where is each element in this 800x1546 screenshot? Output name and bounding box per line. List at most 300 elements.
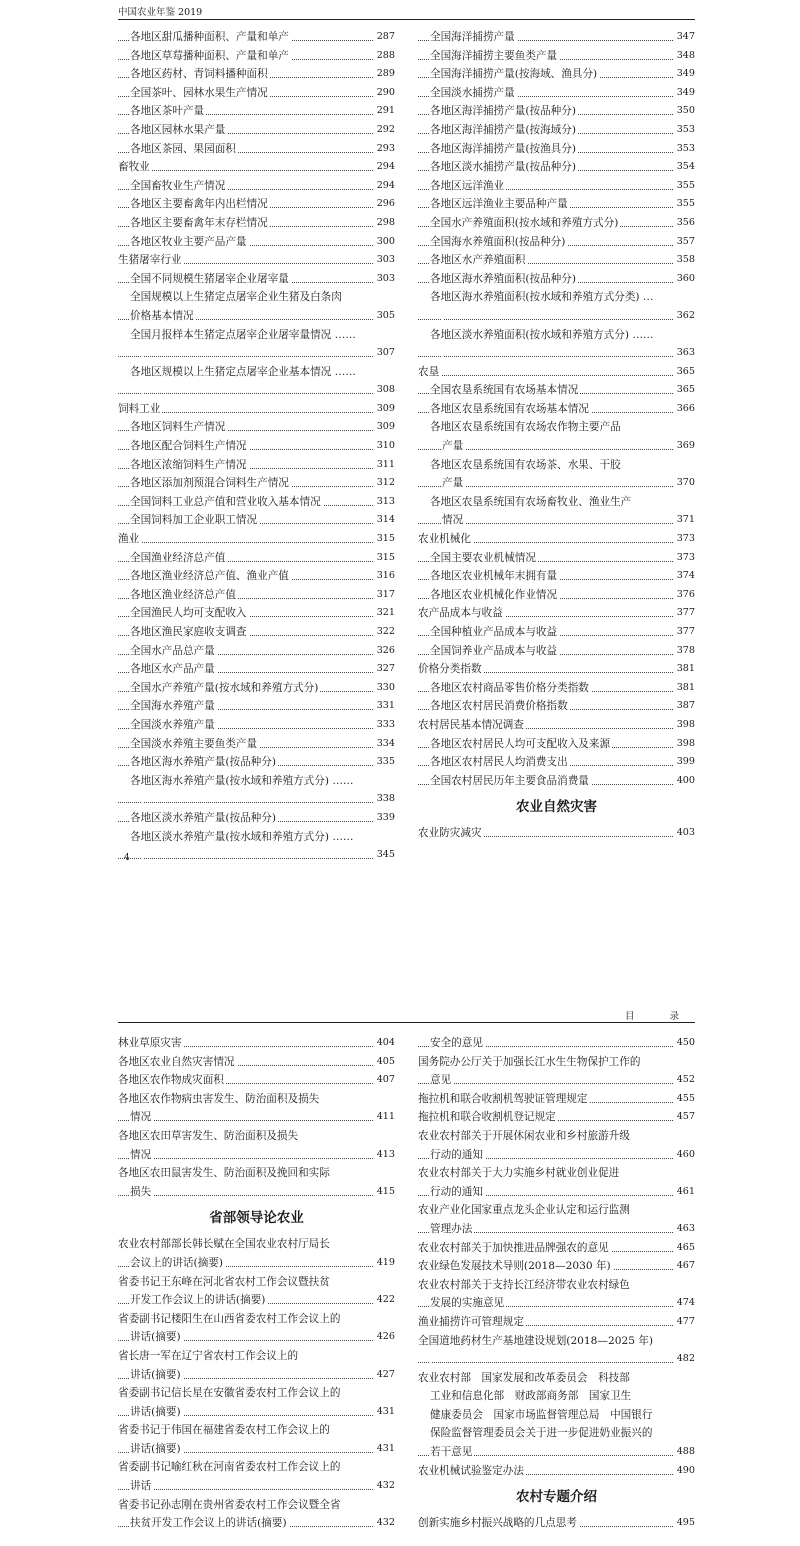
toc-entry[interactable]: [118, 1310, 395, 1329]
toc-entry-title: 讲话(摘要): [130, 1331, 181, 1344]
toc-column-left: [118, 28, 395, 865]
toc-entry-title: 行动的通知: [430, 1185, 483, 1198]
toc-entry-title: 各地区药材、青饲料播种面积: [130, 68, 268, 81]
toc-entry-page: 298: [374, 214, 395, 233]
toc-entry-page: 365: [674, 363, 695, 382]
toc-entry[interactable]: [118, 530, 395, 549]
toc-entry[interactable]: [418, 437, 695, 456]
toc-entry-title: 各地区农村居民消费价格指数: [430, 700, 568, 713]
toc-entry-page: 376: [674, 586, 695, 605]
toc-entry-title: 产量: [442, 440, 464, 453]
toc-entry-title: 省委书记于伟国在福建省委农村工作会议上的: [118, 1424, 330, 1437]
toc-entry[interactable]: [118, 623, 395, 642]
toc-entry[interactable]: [118, 177, 395, 196]
toc-entry-title: 产量: [442, 477, 464, 490]
toc-entry[interactable]: [418, 418, 695, 437]
toc-entry[interactable]: [118, 493, 395, 512]
toc-entry[interactable]: [418, 679, 695, 698]
toc-entry-title: 省委书记孙志刚在贵州省委农村工作会议暨全省: [118, 1498, 341, 1511]
toc-entry-page: 303: [374, 270, 395, 289]
toc-entry-page: 363: [674, 344, 695, 363]
toc-entry[interactable]: [118, 1328, 395, 1347]
toc-entry[interactable]: [118, 251, 395, 270]
toc-entry-page: 413: [374, 1146, 395, 1165]
toc-entry[interactable]: [418, 1350, 695, 1369]
toc-entry[interactable]: [118, 102, 395, 121]
toc-entry-title: [142, 384, 144, 396]
toc-entry-page: 407: [374, 1071, 395, 1090]
toc-entry-page: 357: [674, 233, 695, 252]
toc-entry[interactable]: [418, 1127, 695, 1146]
toc-entry[interactable]: [418, 1201, 695, 1220]
toc-entry[interactable]: [118, 233, 395, 252]
toc-entry[interactable]: [118, 140, 395, 159]
toc-entry[interactable]: [418, 1053, 695, 1072]
toc-entry-title: 全国海洋捕捞主要鱼类产量: [430, 49, 558, 62]
toc-entry[interactable]: [118, 1403, 395, 1422]
toc-entry-title: 农业农村部关于开展休闲农业和乡村旅游升级: [418, 1129, 630, 1142]
toc-entry-page: 353: [674, 140, 695, 159]
toc-entry[interactable]: [118, 1254, 395, 1273]
toc-entry[interactable]: [118, 716, 395, 735]
toc-entry[interactable]: [418, 1443, 695, 1462]
toc-entry-page: 467: [674, 1257, 695, 1276]
toc-entry[interactable]: [418, 474, 695, 493]
toc-entry-page: 398: [674, 735, 695, 754]
toc-entry[interactable]: [418, 102, 695, 121]
toc-entry[interactable]: [118, 1164, 395, 1183]
toc-entry-title: 全国主要农业机械情况: [430, 551, 536, 564]
dot-leader: [418, 363, 695, 376]
toc-entry-title: 各地区草莓播种面积、产量和单产: [130, 49, 289, 62]
toc-entry-title: 农业机械试验鉴定办法: [418, 1464, 524, 1477]
toc-entry[interactable]: [118, 511, 395, 530]
toc-entry[interactable]: [418, 1220, 695, 1239]
toc-entry[interactable]: [418, 121, 695, 140]
toc-entry[interactable]: [418, 697, 695, 716]
toc-entry-title: 饲料工业: [118, 402, 161, 415]
toc-entry-page: 339: [374, 809, 395, 828]
toc-entry[interactable]: [418, 1090, 695, 1109]
toc-entry-page: 422: [374, 1291, 395, 1310]
toc-entry-title: 各地区农垦系统国有农场畜牧业、渔业生产: [430, 495, 632, 508]
toc-entry[interactable]: [418, 1424, 695, 1443]
toc-entry-page: 349: [674, 84, 695, 103]
toc-entry-page: 305: [374, 307, 395, 326]
toc-entry-title: 全国水产养殖产量(按水域和养殖方式分): [130, 681, 319, 694]
toc-entry[interactable]: [418, 1146, 695, 1165]
toc-entry[interactable]: [118, 1291, 395, 1310]
toc-entry-page: 326: [374, 642, 395, 661]
toc-entry-title: 各地区海水养殖面积(按水域和养殖方式分类) …: [430, 291, 654, 304]
toc-entry-page: 309: [374, 418, 395, 437]
toc-entry[interactable]: [118, 1366, 395, 1385]
toc-entry[interactable]: [418, 1406, 695, 1425]
toc-entry[interactable]: [118, 437, 395, 456]
toc-entry-title: 各地区农业自然灾害情况: [118, 1055, 235, 1068]
toc-entry[interactable]: [418, 381, 695, 400]
dot-leader: [418, 344, 695, 357]
toc-entry[interactable]: [118, 735, 395, 754]
toc-entry[interactable]: [118, 456, 395, 475]
toc-entry[interactable]: [418, 1071, 695, 1090]
toc-entry[interactable]: [118, 47, 395, 66]
toc-entry-title: [442, 347, 444, 359]
toc-entry-title: 各地区农村居民人均消费支出: [430, 756, 568, 769]
toc-entry-title: 畜牧业: [118, 161, 150, 174]
toc-entry[interactable]: [118, 1384, 395, 1403]
toc-entry[interactable]: [118, 1440, 395, 1459]
toc-entry[interactable]: [418, 604, 695, 623]
toc-entry-page: 495: [674, 1514, 695, 1533]
toc-entry[interactable]: [418, 642, 695, 661]
toc-entry-title: 各地区牧业主要产品产量: [130, 235, 247, 248]
toc-entry[interactable]: [418, 1369, 695, 1388]
toc-entry[interactable]: [418, 1332, 695, 1351]
toc-entry-title: 各地区添加剂预混合饲料生产情况: [130, 477, 289, 490]
toc-entry-page: 296: [374, 195, 395, 214]
toc-entry[interactable]: [418, 84, 695, 103]
toc-entry-page: 287: [374, 28, 395, 47]
toc-entry[interactable]: [418, 177, 695, 196]
toc-entry-page: 377: [674, 623, 695, 642]
dot-leader: [118, 381, 395, 394]
toc-entry-page: 338: [374, 790, 395, 809]
toc-entry-page: 327: [374, 660, 395, 679]
toc-entry[interactable]: [418, 530, 695, 549]
dot-leader: [418, 1071, 695, 1087]
toc-entry[interactable]: [118, 604, 395, 623]
toc-entry-page: 333: [374, 716, 395, 735]
toc-entry-page: 431: [374, 1403, 395, 1422]
toc-entry-title: 全国农垦系统国有农场基本情况: [430, 384, 579, 397]
toc-entry-page: 311: [374, 456, 395, 475]
toc-entry[interactable]: [418, 1164, 695, 1183]
toc-entry-title: 管理办法: [430, 1222, 473, 1235]
toc-entry-page: 411: [374, 1108, 395, 1127]
toc-entry[interactable]: [418, 47, 695, 66]
toc-entry-page: 452: [674, 1071, 695, 1090]
toc-entry-title: 各地区配合饲料生产情况: [130, 440, 247, 453]
toc-page-right: [0, 1000, 800, 1546]
toc-entry[interactable]: [418, 140, 695, 159]
toc-entry[interactable]: [418, 1257, 695, 1276]
toc-entry-title: 农业农村部 国家发展和改革委员会 科技部: [418, 1371, 630, 1384]
toc-entry[interactable]: [118, 65, 395, 84]
toc-entry[interactable]: [118, 195, 395, 214]
toc-entry[interactable]: [118, 642, 395, 661]
dot-leader: [118, 344, 395, 357]
toc-entry[interactable]: [118, 1053, 395, 1072]
toc-entry-title: 工业和信息化部 财政部商务部 国家卫生: [430, 1390, 632, 1403]
toc-entry[interactable]: [418, 344, 695, 363]
toc-entry[interactable]: [418, 660, 695, 679]
toc-entry[interactable]: [118, 1146, 395, 1165]
toc-entry-title: 省长唐一军在辽宁省农村工作会议上的: [118, 1349, 299, 1362]
toc-entry-page: 347: [674, 28, 695, 47]
toc-entry-title: 扶贫开发工作会议上的讲话(摘要): [130, 1517, 287, 1530]
toc-entry-title: 各地区海洋捕捞产量(按渔具分): [430, 142, 576, 155]
toc-entry-title: 国务院办公厅关于加强长江水生生物保护工作的: [418, 1055, 641, 1068]
toc-entry-page: 348: [674, 47, 695, 66]
toc-column-left: [118, 1034, 395, 1533]
toc-entry-title: 全国淡水养殖主要鱼类产量: [130, 737, 258, 750]
toc-entry-page: 399: [674, 753, 695, 772]
toc-entry[interactable]: [418, 214, 695, 233]
toc-entry[interactable]: [118, 121, 395, 140]
toc-column-right: [418, 1034, 695, 1533]
toc-entry-title: 各地区农村居民人均可支配收入及来源: [430, 737, 611, 750]
toc-entry[interactable]: [418, 65, 695, 84]
toc-entry[interactable]: [118, 344, 395, 363]
toc-entry-title: 行动的通知: [430, 1148, 483, 1161]
section-heading: 省部领导论农业: [209, 1210, 304, 1227]
toc-entry-page: 294: [374, 177, 395, 196]
toc-entry-page: 369: [674, 437, 695, 456]
toc-entry[interactable]: [118, 214, 395, 233]
toc-entry[interactable]: [118, 846, 395, 865]
toc-entry-title: 各地区主要畜禽年末存栏情况: [130, 216, 268, 229]
toc-entry[interactable]: [118, 363, 395, 382]
toc-entry[interactable]: [418, 1183, 695, 1202]
toc-entry[interactable]: [118, 1514, 395, 1533]
toc-entry-page: 365: [674, 381, 695, 400]
toc-entry-title: 各地区农业机械年末拥有量: [430, 570, 558, 583]
toc-entry[interactable]: [418, 270, 695, 289]
toc-entry[interactable]: [418, 233, 695, 252]
toc-entry[interactable]: [418, 716, 695, 735]
toc-entry-title: 各地区规模以上生猪定点屠宰企业基本情况 ……: [130, 365, 356, 378]
toc-entry-page: 354: [674, 158, 695, 177]
toc-entry-page: 398: [674, 716, 695, 735]
toc-entry[interactable]: [418, 1294, 695, 1313]
toc-entry[interactable]: [118, 326, 395, 345]
running-header: 目 录: [118, 1008, 695, 1023]
toc-entry[interactable]: [418, 195, 695, 214]
toc-entry[interactable]: [118, 1071, 395, 1090]
toc-entry-title: 拖拉机和联合收割机驾驶证管理规定: [418, 1092, 588, 1105]
toc-entry[interactable]: [418, 1514, 695, 1533]
toc-entry[interactable]: [118, 28, 395, 47]
toc-entry-title: 各地区淡水养殖面积(按水域和养殖方式分) ……: [430, 328, 654, 341]
toc-entry-page: 349: [674, 65, 695, 84]
toc-entry[interactable]: [418, 753, 695, 772]
toc-entry-title: 全国饲料工业总产值和营业收入基本情况: [130, 495, 321, 508]
toc-entry[interactable]: [118, 1235, 395, 1254]
toc-entry[interactable]: [418, 28, 695, 47]
toc-entry-title: 各地区海水养殖产量(按水域和养殖方式分) ……: [130, 774, 354, 787]
toc-entry[interactable]: [118, 1496, 395, 1515]
toc-entry-title: 各地区农村商品零售价格分类指数: [430, 681, 589, 694]
toc-entry[interactable]: [118, 790, 395, 809]
toc-entry[interactable]: [118, 1273, 395, 1292]
toc-entry-title: 各地区农作物成灾面积: [118, 1074, 224, 1087]
toc-entry[interactable]: [118, 1183, 395, 1202]
toc-entry[interactable]: [118, 1421, 395, 1440]
toc-entry-page: 355: [674, 195, 695, 214]
toc-entry-title: 各地区农作物病虫害发生、防治面积及损失: [118, 1092, 320, 1105]
toc-entry[interactable]: [118, 828, 395, 847]
toc-entry-title: 农业防灾减灾: [418, 827, 482, 840]
toc-entry-page: 307: [374, 344, 395, 363]
toc-entry-title: 全国饲料加工企业职工情况: [130, 514, 258, 527]
dot-leader: [418, 307, 695, 320]
toc-entry-title: 损失: [130, 1185, 152, 1198]
toc-entry[interactable]: [418, 288, 695, 307]
toc-entry[interactable]: [418, 549, 695, 568]
toc-entry-title: 农业机械化: [418, 533, 471, 546]
toc-entry-title: 全国海水养殖产量: [130, 700, 215, 713]
toc-entry-page: 371: [674, 511, 695, 530]
toc-entry-page: 313: [374, 493, 395, 512]
toc-entry-title: 各地区饲料生产情况: [130, 421, 226, 434]
toc-entry-title: 情况: [130, 1111, 152, 1124]
toc-entry-title: 全国水产品总产量: [130, 644, 215, 657]
toc-entry-page: 431: [374, 1440, 395, 1459]
toc-entry-title: 发展的实施意见: [430, 1297, 505, 1310]
toc-entry[interactable]: [418, 567, 695, 586]
toc-entry[interactable]: [418, 400, 695, 419]
toc-entry[interactable]: [118, 1108, 395, 1127]
toc-entry[interactable]: [418, 586, 695, 605]
toc-entry-title: [142, 849, 144, 861]
toc-entry[interactable]: [418, 772, 695, 791]
toc-entry[interactable]: [118, 1347, 395, 1366]
toc-entry[interactable]: [118, 679, 395, 698]
toc-entry-title: 省委书记王东峰在河北省农村工作会议暨扶贫: [118, 1275, 330, 1288]
toc-entry[interactable]: [418, 158, 695, 177]
toc-entry[interactable]: [418, 1313, 695, 1332]
toc-entry-title: 全国畜牧业生产情况: [130, 179, 226, 192]
toc-entry-title: 农垦: [418, 365, 440, 378]
toc-entry-title: 全国海洋捕捞产量(按海域、渔具分): [430, 68, 598, 81]
toc-column-right: [418, 28, 695, 843]
toc-entry-title: 情况: [442, 514, 464, 527]
toc-entry[interactable]: [418, 623, 695, 642]
dot-leader: [118, 1146, 395, 1159]
toc-entry[interactable]: [418, 1462, 695, 1481]
toc-entry-title: 各地区甜瓜播种面积、产量和单产: [130, 31, 289, 43]
toc-entry-page: 374: [674, 567, 695, 586]
toc-entry-title: 农村居民基本情况调查: [418, 718, 524, 731]
toc-entry[interactable]: [418, 1034, 695, 1053]
toc-entry-title: 全国茶叶、园林水果生产情况: [130, 86, 268, 99]
toc-entry-page: 350: [674, 102, 695, 121]
toc-entry[interactable]: [118, 1090, 395, 1109]
toc-entry-page: 291: [374, 102, 395, 121]
toc-entry[interactable]: [118, 809, 395, 828]
toc-entry-title: 全国不同规模生猪屠宰企业屠宰量: [130, 272, 289, 285]
toc-entry-title: 各地区渔民家庭收支调查: [130, 626, 247, 638]
toc-entry-title: 价格分类指数: [418, 663, 482, 676]
toc-entry-title: 各地区海水养殖面积(按品种分): [430, 272, 576, 285]
toc-entry-page: 356: [674, 214, 695, 233]
toc-entry-page: 378: [674, 642, 695, 661]
toc-entry[interactable]: [118, 418, 395, 437]
toc-entry-title: 各地区海洋捕捞产量(按品种分): [430, 105, 576, 118]
toc-entry[interactable]: [418, 456, 695, 475]
toc-entry[interactable]: [118, 772, 395, 791]
toc-entry-title: [430, 1353, 432, 1365]
toc-entry[interactable]: [118, 474, 395, 493]
toc-entry[interactable]: [118, 381, 395, 400]
toc-entry[interactable]: [118, 697, 395, 716]
toc-entry-page: 331: [374, 697, 395, 716]
toc-entry[interactable]: [418, 493, 695, 512]
toc-entry[interactable]: [418, 1108, 695, 1127]
toc-entry[interactable]: [118, 1034, 395, 1053]
toc-entry[interactable]: [418, 326, 695, 345]
toc-entry-title: 各地区茶园、果园面积: [130, 142, 236, 155]
toc-entry-title: 全国道地药材生产基地建设规划(2018—2025 年): [418, 1334, 654, 1347]
toc-entry-title: 全国水产养殖面积(按水域和养殖方式分): [430, 216, 619, 229]
toc-entry[interactable]: [118, 270, 395, 289]
toc-entry[interactable]: [418, 251, 695, 270]
toc-entry-title: 各地区淡水养殖产量(按水域和养殖方式分) ……: [130, 830, 354, 843]
toc-entry[interactable]: [418, 735, 695, 754]
toc-entry[interactable]: [418, 1239, 695, 1258]
toc-entry[interactable]: [118, 288, 395, 307]
toc-entry-page: 334: [374, 735, 395, 754]
toc-entry-title: 各地区农垦系统国有农场基本情况: [430, 402, 589, 415]
section-heading: 农村专题介绍: [516, 1489, 597, 1506]
toc-entry[interactable]: [418, 363, 695, 382]
dot-leader: [118, 158, 395, 174]
toc-entry-page: 463: [674, 1220, 695, 1239]
toc-entry-page: 316: [374, 567, 395, 586]
toc-entry[interactable]: [118, 158, 395, 177]
toc-entry[interactable]: [118, 1458, 395, 1477]
toc-entry[interactable]: [418, 1276, 695, 1295]
toc-entry[interactable]: [118, 1477, 395, 1496]
toc-entry[interactable]: [418, 511, 695, 530]
toc-entry[interactable]: [118, 84, 395, 103]
toc-entry-title: 安全的意见: [430, 1037, 483, 1049]
toc-entry[interactable]: [118, 586, 395, 605]
toc-entry-page: 432: [374, 1477, 395, 1496]
toc-entry-title: 各地区渔业经济总产值: [130, 588, 236, 601]
toc-entry-title: 全国海洋捕捞产量: [430, 31, 515, 43]
toc-entry-title: [142, 347, 144, 359]
toc-entry-page: 322: [374, 623, 395, 642]
toc-entry[interactable]: [418, 1387, 695, 1406]
toc-entry-title: 省委副书记信长星在安徽省委农村工作会议上的: [118, 1387, 341, 1400]
dot-leader: [118, 530, 395, 546]
toc-entry-title: 讲话: [130, 1480, 152, 1493]
toc-entry-title: 会议上的讲话(摘要): [130, 1256, 224, 1269]
toc-entry-title: 全国饲养业产品成本与收益: [430, 644, 558, 657]
toc-entry[interactable]: [118, 660, 395, 679]
toc-entry[interactable]: [418, 307, 695, 326]
toc-entry[interactable]: [118, 567, 395, 586]
toc-entry-page: 381: [674, 660, 695, 679]
toc-entry[interactable]: [118, 549, 395, 568]
toc-entry[interactable]: [118, 1127, 395, 1146]
toc-entry-title: 各地区远洋渔业: [430, 179, 505, 192]
toc-entry[interactable]: [418, 824, 695, 843]
toc-entry-page: 309: [374, 400, 395, 419]
toc-entry-title: [142, 793, 144, 805]
toc-entry-page: 377: [674, 604, 695, 623]
toc-entry-title: 若干意见: [430, 1446, 473, 1459]
toc-entry-title: 全国淡水捕捞产量: [430, 86, 515, 99]
toc-entry[interactable]: [118, 753, 395, 772]
toc-entry-title: 各地区主要畜禽年内出栏情况: [130, 198, 268, 211]
toc-entry[interactable]: [118, 307, 395, 326]
toc-entry-title: 健康委员会 国家市场监督管理总局 中国银行: [430, 1408, 653, 1421]
toc-entry[interactable]: [118, 400, 395, 419]
toc-entry-page: 400: [674, 772, 695, 791]
